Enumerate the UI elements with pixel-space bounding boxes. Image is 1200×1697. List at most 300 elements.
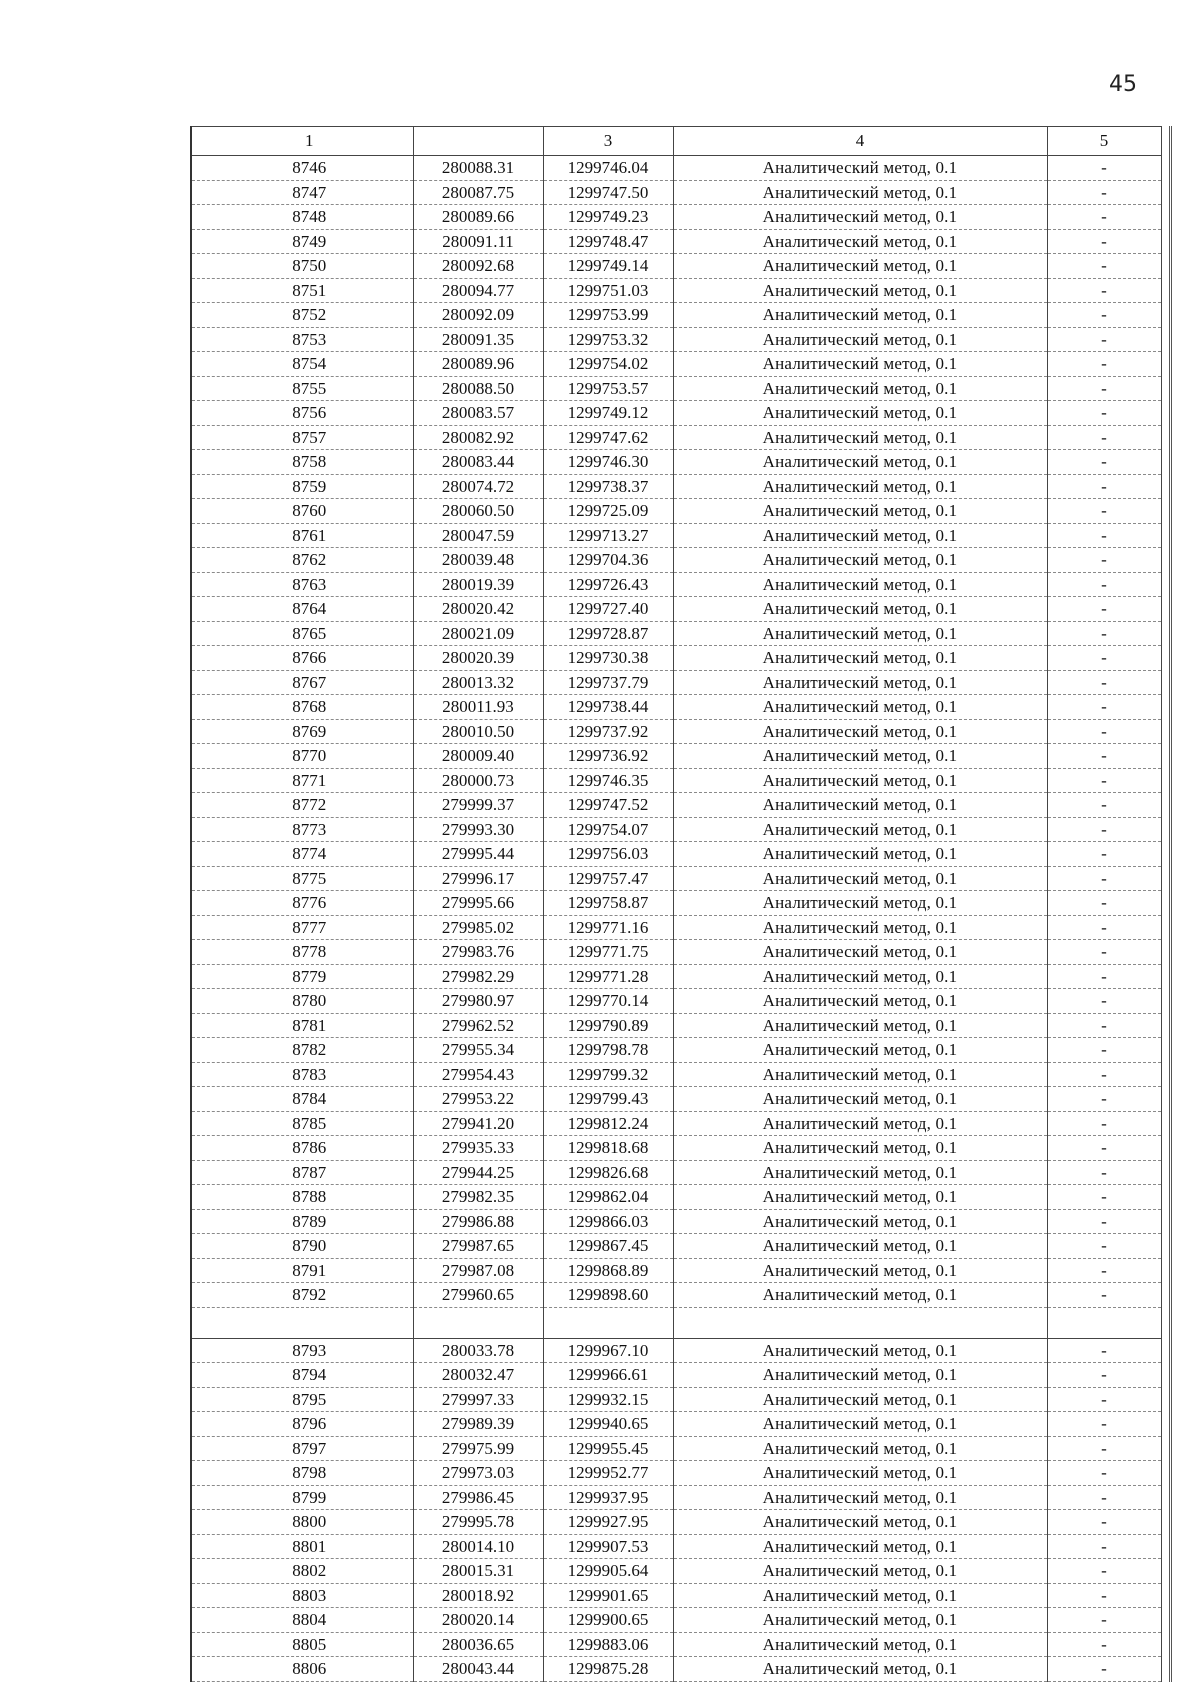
cell-method-accuracy: Аналитический метод, 0.1 — [673, 646, 1047, 671]
cell-point-number: 8798 — [191, 1461, 413, 1486]
cell-point-number: 8776 — [191, 891, 413, 916]
cell-note: - — [1047, 1038, 1161, 1063]
cell-x-coordinate: 280039.48 — [413, 548, 543, 573]
cell-point-number: 8784 — [191, 1087, 413, 1112]
table-row — [191, 352, 1161, 377]
cell-x-coordinate: 280009.40 — [413, 744, 543, 769]
cell-x-coordinate: 280047.59 — [413, 523, 543, 548]
cell-point-number: 8777 — [191, 915, 413, 940]
table-row — [191, 891, 1161, 916]
cell-x-coordinate: 279982.35 — [413, 1185, 543, 1210]
table-row — [191, 1283, 1161, 1308]
cell-method-accuracy: Аналитический метод, 0.1 — [673, 1412, 1047, 1437]
cell-y-coordinate: 1299818.68 — [543, 1136, 673, 1161]
table-row — [191, 523, 1161, 548]
table-row — [191, 695, 1161, 720]
cell-y-coordinate: 1299770.14 — [543, 989, 673, 1014]
cell-method-accuracy: Аналитический метод, 0.1 — [673, 621, 1047, 646]
cell-point-number: 8746 — [191, 156, 413, 181]
cell-method-accuracy: Аналитический метод, 0.1 — [673, 474, 1047, 499]
cell-method-accuracy: Аналитический метод, 0.1 — [673, 1038, 1047, 1063]
cell-x-coordinate: 279987.08 — [413, 1258, 543, 1283]
cell-x-coordinate: 280089.96 — [413, 352, 543, 377]
cell-note: - — [1047, 1657, 1161, 1682]
cell-point-number: 8805 — [191, 1632, 413, 1657]
cell-point-number: 8758 — [191, 450, 413, 475]
cell-x-coordinate: 279973.03 — [413, 1461, 543, 1486]
cell-note: - — [1047, 474, 1161, 499]
table-row — [191, 278, 1161, 303]
table-body-group-1 — [191, 156, 1161, 1308]
cell-point-number: 8795 — [191, 1387, 413, 1412]
cell-y-coordinate: 1299730.38 — [543, 646, 673, 671]
cell-method-accuracy: Аналитический метод, 0.1 — [673, 1062, 1047, 1087]
cell-y-coordinate: 1299751.03 — [543, 278, 673, 303]
cell-note: - — [1047, 670, 1161, 695]
table-row — [191, 1136, 1161, 1161]
cell-x-coordinate: 280014.10 — [413, 1534, 543, 1559]
table-row — [191, 1160, 1161, 1185]
cell-method-accuracy: Аналитический метод, 0.1 — [673, 450, 1047, 475]
cell-note: - — [1047, 450, 1161, 475]
cell-point-number: 8767 — [191, 670, 413, 695]
cell-x-coordinate: 279986.88 — [413, 1209, 543, 1234]
cell-method-accuracy: Аналитический метод, 0.1 — [673, 1209, 1047, 1234]
cell-note: - — [1047, 376, 1161, 401]
cell-method-accuracy: Аналитический метод, 0.1 — [673, 572, 1047, 597]
cell-method-accuracy: Аналитический метод, 0.1 — [673, 989, 1047, 1014]
cell-note: - — [1047, 1087, 1161, 1112]
cell-method-accuracy: Аналитический метод, 0.1 — [673, 1258, 1047, 1283]
cell-point-number: 8762 — [191, 548, 413, 573]
table-row — [191, 1412, 1161, 1437]
cell-x-coordinate: 279987.65 — [413, 1234, 543, 1259]
cell-point-number: 8792 — [191, 1283, 413, 1308]
cell-y-coordinate: 1299966.61 — [543, 1363, 673, 1388]
cell-x-coordinate: 279953.22 — [413, 1087, 543, 1112]
cell-x-coordinate: 279955.34 — [413, 1038, 543, 1063]
cell-method-accuracy: Аналитический метод, 0.1 — [673, 1160, 1047, 1185]
cell-point-number: 8757 — [191, 425, 413, 450]
cell-point-number: 8786 — [191, 1136, 413, 1161]
cell-method-accuracy: Аналитический метод, 0.1 — [673, 1283, 1047, 1308]
table-row — [191, 989, 1161, 1014]
table-row — [191, 425, 1161, 450]
cell-x-coordinate: 279982.29 — [413, 964, 543, 989]
cell-x-coordinate: 280021.09 — [413, 621, 543, 646]
cell-x-coordinate: 280011.93 — [413, 695, 543, 720]
cell-x-coordinate: 279944.25 — [413, 1160, 543, 1185]
cell-note: - — [1047, 768, 1161, 793]
table-row — [191, 1608, 1161, 1633]
table-row — [191, 646, 1161, 671]
cell-y-coordinate: 1299868.89 — [543, 1258, 673, 1283]
cell-note: - — [1047, 1608, 1161, 1633]
cell-x-coordinate: 279960.65 — [413, 1283, 543, 1308]
cell-note: - — [1047, 646, 1161, 671]
cell-method-accuracy: Аналитический метод, 0.1 — [673, 866, 1047, 891]
cell-point-number: 8781 — [191, 1013, 413, 1038]
cell-y-coordinate: 1299754.02 — [543, 352, 673, 377]
cell-method-accuracy: Аналитический метод, 0.1 — [673, 597, 1047, 622]
cell-note: - — [1047, 229, 1161, 254]
cell-y-coordinate: 1299749.14 — [543, 254, 673, 279]
cell-method-accuracy: Аналитический метод, 0.1 — [673, 695, 1047, 720]
cell-point-number: 8748 — [191, 205, 413, 230]
cell-point-number: 8800 — [191, 1510, 413, 1535]
cell-note: - — [1047, 964, 1161, 989]
cell-point-number: 8775 — [191, 866, 413, 891]
cell-x-coordinate: 279954.43 — [413, 1062, 543, 1087]
cell-y-coordinate: 1299747.52 — [543, 793, 673, 818]
table-group-separator — [191, 1307, 1161, 1338]
cell-y-coordinate: 1299907.53 — [543, 1534, 673, 1559]
cell-method-accuracy: Аналитический метод, 0.1 — [673, 1534, 1047, 1559]
table-row — [191, 866, 1161, 891]
cell-point-number: 8756 — [191, 401, 413, 426]
cell-x-coordinate: 280020.42 — [413, 597, 543, 622]
cell-method-accuracy: Аналитический метод, 0.1 — [673, 768, 1047, 793]
cell-x-coordinate: 280010.50 — [413, 719, 543, 744]
cell-note: - — [1047, 940, 1161, 965]
table-row — [191, 1338, 1161, 1363]
cell-method-accuracy: Аналитический метод, 0.1 — [673, 1087, 1047, 1112]
cell-method-accuracy: Аналитический метод, 0.1 — [673, 205, 1047, 230]
cell-method-accuracy: Аналитический метод, 0.1 — [673, 1583, 1047, 1608]
cell-y-coordinate: 1299940.65 — [543, 1412, 673, 1437]
cell-method-accuracy: Аналитический метод, 0.1 — [673, 425, 1047, 450]
table-row — [191, 597, 1161, 622]
cell-point-number: 8752 — [191, 303, 413, 328]
page-number: 45 — [1109, 72, 1137, 97]
cell-y-coordinate: 1299937.95 — [543, 1485, 673, 1510]
cell-method-accuracy: Аналитический метод, 0.1 — [673, 523, 1047, 548]
cell-note: - — [1047, 352, 1161, 377]
table-row — [191, 1510, 1161, 1535]
cell-x-coordinate: 280088.31 — [413, 156, 543, 181]
cell-point-number: 8761 — [191, 523, 413, 548]
cell-x-coordinate: 279983.76 — [413, 940, 543, 965]
table-row — [191, 1062, 1161, 1087]
header-col-4: 4 — [673, 127, 1047, 156]
cell-y-coordinate: 1299746.35 — [543, 768, 673, 793]
cell-point-number: 8787 — [191, 1160, 413, 1185]
cell-note: - — [1047, 1363, 1161, 1388]
cell-y-coordinate: 1299758.87 — [543, 891, 673, 916]
cell-note: - — [1047, 254, 1161, 279]
table-row — [191, 450, 1161, 475]
cell-point-number: 8771 — [191, 768, 413, 793]
cell-y-coordinate: 1299901.65 — [543, 1583, 673, 1608]
table-row — [191, 621, 1161, 646]
cell-point-number: 8790 — [191, 1234, 413, 1259]
cell-x-coordinate: 279935.33 — [413, 1136, 543, 1161]
cell-x-coordinate: 280074.72 — [413, 474, 543, 499]
header-col-1: 1 — [191, 127, 413, 156]
table-row — [191, 327, 1161, 352]
cell-x-coordinate: 279975.99 — [413, 1436, 543, 1461]
cell-y-coordinate: 1299883.06 — [543, 1632, 673, 1657]
table-row — [191, 1185, 1161, 1210]
cell-method-accuracy: Аналитический метод, 0.1 — [673, 278, 1047, 303]
cell-point-number: 8759 — [191, 474, 413, 499]
cell-point-number: 8751 — [191, 278, 413, 303]
cell-method-accuracy: Аналитический метод, 0.1 — [673, 744, 1047, 769]
cell-x-coordinate: 279996.17 — [413, 866, 543, 891]
header-col-5: 5 — [1047, 127, 1161, 156]
table-row — [191, 254, 1161, 279]
cell-method-accuracy: Аналитический метод, 0.1 — [673, 303, 1047, 328]
cell-method-accuracy: Аналитический метод, 0.1 — [673, 964, 1047, 989]
cell-x-coordinate: 279985.02 — [413, 915, 543, 940]
cell-x-coordinate: 280013.32 — [413, 670, 543, 695]
cell-method-accuracy: Аналитический метод, 0.1 — [673, 670, 1047, 695]
cell-x-coordinate: 280033.78 — [413, 1338, 543, 1363]
cell-x-coordinate: 280087.75 — [413, 180, 543, 205]
table-row — [191, 1209, 1161, 1234]
cell-x-coordinate: 279980.97 — [413, 989, 543, 1014]
cell-y-coordinate: 1299753.32 — [543, 327, 673, 352]
cell-method-accuracy: Аналитический метод, 0.1 — [673, 1436, 1047, 1461]
separator-row — [191, 1307, 1161, 1338]
cell-point-number: 8765 — [191, 621, 413, 646]
cell-x-coordinate: 279999.37 — [413, 793, 543, 818]
cell-point-number: 8772 — [191, 793, 413, 818]
cell-y-coordinate: 1299790.89 — [543, 1013, 673, 1038]
cell-method-accuracy: Аналитический метод, 0.1 — [673, 1632, 1047, 1657]
cell-y-coordinate: 1299771.28 — [543, 964, 673, 989]
cell-note: - — [1047, 1436, 1161, 1461]
cell-y-coordinate: 1299799.43 — [543, 1087, 673, 1112]
cell-point-number: 8803 — [191, 1583, 413, 1608]
cell-y-coordinate: 1299875.28 — [543, 1657, 673, 1682]
cell-note: - — [1047, 621, 1161, 646]
table-row — [191, 548, 1161, 573]
cell-x-coordinate: 280032.47 — [413, 1363, 543, 1388]
cell-point-number: 8797 — [191, 1436, 413, 1461]
cell-note: - — [1047, 597, 1161, 622]
cell-note: - — [1047, 156, 1161, 181]
cell-y-coordinate: 1299867.45 — [543, 1234, 673, 1259]
cell-point-number: 8768 — [191, 695, 413, 720]
table-row — [191, 1087, 1161, 1112]
cell-y-coordinate: 1299812.24 — [543, 1111, 673, 1136]
cell-point-number: 8770 — [191, 744, 413, 769]
cell-note: - — [1047, 1461, 1161, 1486]
cell-note: - — [1047, 1338, 1161, 1363]
cell-method-accuracy: Аналитический метод, 0.1 — [673, 376, 1047, 401]
cell-method-accuracy: Аналитический метод, 0.1 — [673, 1387, 1047, 1412]
cell-method-accuracy: Аналитический метод, 0.1 — [673, 891, 1047, 916]
coordinates-table — [190, 126, 1162, 1682]
cell-y-coordinate: 1299746.30 — [543, 450, 673, 475]
cell-note: - — [1047, 793, 1161, 818]
coordinates-table-frame — [190, 126, 1160, 1682]
cell-note: - — [1047, 180, 1161, 205]
cell-method-accuracy: Аналитический метод, 0.1 — [673, 793, 1047, 818]
cell-point-number: 8747 — [191, 180, 413, 205]
cell-x-coordinate: 280000.73 — [413, 768, 543, 793]
cell-point-number: 8749 — [191, 229, 413, 254]
cell-note: - — [1047, 817, 1161, 842]
cell-y-coordinate: 1299727.40 — [543, 597, 673, 622]
table-row — [191, 376, 1161, 401]
cell-note: - — [1047, 1485, 1161, 1510]
cell-point-number: 8794 — [191, 1363, 413, 1388]
table-row — [191, 1234, 1161, 1259]
cell-method-accuracy: Аналитический метод, 0.1 — [673, 352, 1047, 377]
cell-y-coordinate: 1299737.92 — [543, 719, 673, 744]
cell-y-coordinate: 1299955.45 — [543, 1436, 673, 1461]
cell-point-number: 8755 — [191, 376, 413, 401]
table-row — [191, 1363, 1161, 1388]
cell-y-coordinate: 1299862.04 — [543, 1185, 673, 1210]
cell-x-coordinate: 279986.45 — [413, 1485, 543, 1510]
cell-method-accuracy: Аналитический метод, 0.1 — [673, 915, 1047, 940]
cell-y-coordinate: 1299747.50 — [543, 180, 673, 205]
cell-point-number: 8750 — [191, 254, 413, 279]
cell-x-coordinate: 280060.50 — [413, 499, 543, 524]
cell-point-number: 8785 — [191, 1111, 413, 1136]
cell-point-number: 8788 — [191, 1185, 413, 1210]
cell-point-number: 8791 — [191, 1258, 413, 1283]
cell-point-number: 8753 — [191, 327, 413, 352]
cell-x-coordinate: 280091.35 — [413, 327, 543, 352]
cell-note: - — [1047, 989, 1161, 1014]
cell-x-coordinate: 280019.39 — [413, 572, 543, 597]
cell-method-accuracy: Аналитический метод, 0.1 — [673, 327, 1047, 352]
cell-method-accuracy: Аналитический метод, 0.1 — [673, 1111, 1047, 1136]
table-row — [191, 1657, 1161, 1682]
cell-y-coordinate: 1299736.92 — [543, 744, 673, 769]
cell-y-coordinate: 1299737.79 — [543, 670, 673, 695]
cell-method-accuracy: Аналитический метод, 0.1 — [673, 1363, 1047, 1388]
cell-point-number: 8806 — [191, 1657, 413, 1682]
table-row — [191, 156, 1161, 181]
cell-method-accuracy: Аналитический метод, 0.1 — [673, 548, 1047, 573]
table-row — [191, 1436, 1161, 1461]
table-row — [191, 1111, 1161, 1136]
cell-y-coordinate: 1299748.47 — [543, 229, 673, 254]
cell-note: - — [1047, 1136, 1161, 1161]
table-row — [191, 915, 1161, 940]
cell-method-accuracy: Аналитический метод, 0.1 — [673, 499, 1047, 524]
cell-x-coordinate: 279995.78 — [413, 1510, 543, 1535]
cell-note: - — [1047, 915, 1161, 940]
header-col-3: 3 — [543, 127, 673, 156]
table-header-row — [191, 127, 1161, 156]
cell-method-accuracy: Аналитический метод, 0.1 — [673, 842, 1047, 867]
cell-method-accuracy: Аналитический метод, 0.1 — [673, 1559, 1047, 1584]
table-row — [191, 768, 1161, 793]
cell-y-coordinate: 1299704.36 — [543, 548, 673, 573]
cell-y-coordinate: 1299713.27 — [543, 523, 673, 548]
table-body-group-2 — [191, 1338, 1161, 1681]
table-row — [191, 474, 1161, 499]
cell-x-coordinate: 280089.66 — [413, 205, 543, 230]
table-row — [191, 670, 1161, 695]
cell-x-coordinate: 279941.20 — [413, 1111, 543, 1136]
cell-point-number: 8799 — [191, 1485, 413, 1510]
cell-note: - — [1047, 1387, 1161, 1412]
cell-x-coordinate: 280092.09 — [413, 303, 543, 328]
cell-note: - — [1047, 1534, 1161, 1559]
cell-point-number: 8796 — [191, 1412, 413, 1437]
cell-note: - — [1047, 1632, 1161, 1657]
cell-note: - — [1047, 1185, 1161, 1210]
cell-method-accuracy: Аналитический метод, 0.1 — [673, 229, 1047, 254]
cell-method-accuracy: Аналитический метод, 0.1 — [673, 180, 1047, 205]
cell-x-coordinate: 280018.92 — [413, 1583, 543, 1608]
cell-y-coordinate: 1299749.23 — [543, 205, 673, 230]
cell-note: - — [1047, 425, 1161, 450]
table-row — [191, 719, 1161, 744]
cell-note: - — [1047, 572, 1161, 597]
cell-y-coordinate: 1299799.32 — [543, 1062, 673, 1087]
table-row — [191, 1632, 1161, 1657]
cell-note: - — [1047, 1209, 1161, 1234]
header-col-2 — [413, 127, 543, 156]
table-row — [191, 180, 1161, 205]
cell-y-coordinate: 1299738.37 — [543, 474, 673, 499]
table-row — [191, 229, 1161, 254]
table-row — [191, 793, 1161, 818]
cell-x-coordinate: 280020.39 — [413, 646, 543, 671]
table-row — [191, 1485, 1161, 1510]
cell-note: - — [1047, 719, 1161, 744]
cell-note: - — [1047, 1062, 1161, 1087]
cell-note: - — [1047, 1234, 1161, 1259]
cell-x-coordinate: 279995.44 — [413, 842, 543, 867]
cell-method-accuracy: Аналитический метод, 0.1 — [673, 1510, 1047, 1535]
cell-y-coordinate: 1299746.04 — [543, 156, 673, 181]
table-row — [191, 1387, 1161, 1412]
cell-y-coordinate: 1299756.03 — [543, 842, 673, 867]
cell-method-accuracy: Аналитический метод, 0.1 — [673, 401, 1047, 426]
cell-method-accuracy: Аналитический метод, 0.1 — [673, 1461, 1047, 1486]
cell-y-coordinate: 1299967.10 — [543, 1338, 673, 1363]
table-row — [191, 940, 1161, 965]
table-row — [191, 1559, 1161, 1584]
cell-y-coordinate: 1299725.09 — [543, 499, 673, 524]
cell-y-coordinate: 1299728.87 — [543, 621, 673, 646]
cell-note: - — [1047, 1283, 1161, 1308]
cell-y-coordinate: 1299898.60 — [543, 1283, 673, 1308]
cell-note: - — [1047, 548, 1161, 573]
cell-note: - — [1047, 866, 1161, 891]
cell-x-coordinate: 280091.11 — [413, 229, 543, 254]
cell-y-coordinate: 1299932.15 — [543, 1387, 673, 1412]
cell-y-coordinate: 1299798.78 — [543, 1038, 673, 1063]
table-row — [191, 964, 1161, 989]
cell-point-number: 8802 — [191, 1559, 413, 1584]
cell-y-coordinate: 1299771.75 — [543, 940, 673, 965]
cell-x-coordinate: 280082.92 — [413, 425, 543, 450]
cell-note: - — [1047, 891, 1161, 916]
cell-point-number: 8789 — [191, 1209, 413, 1234]
cell-point-number: 8760 — [191, 499, 413, 524]
cell-note: - — [1047, 842, 1161, 867]
table-row — [191, 401, 1161, 426]
cell-y-coordinate: 1299826.68 — [543, 1160, 673, 1185]
table-row — [191, 1038, 1161, 1063]
cell-x-coordinate: 280088.50 — [413, 376, 543, 401]
cell-y-coordinate: 1299757.47 — [543, 866, 673, 891]
cell-point-number: 8769 — [191, 719, 413, 744]
table-row — [191, 744, 1161, 769]
cell-method-accuracy: Аналитический метод, 0.1 — [673, 1136, 1047, 1161]
cell-y-coordinate: 1299738.44 — [543, 695, 673, 720]
